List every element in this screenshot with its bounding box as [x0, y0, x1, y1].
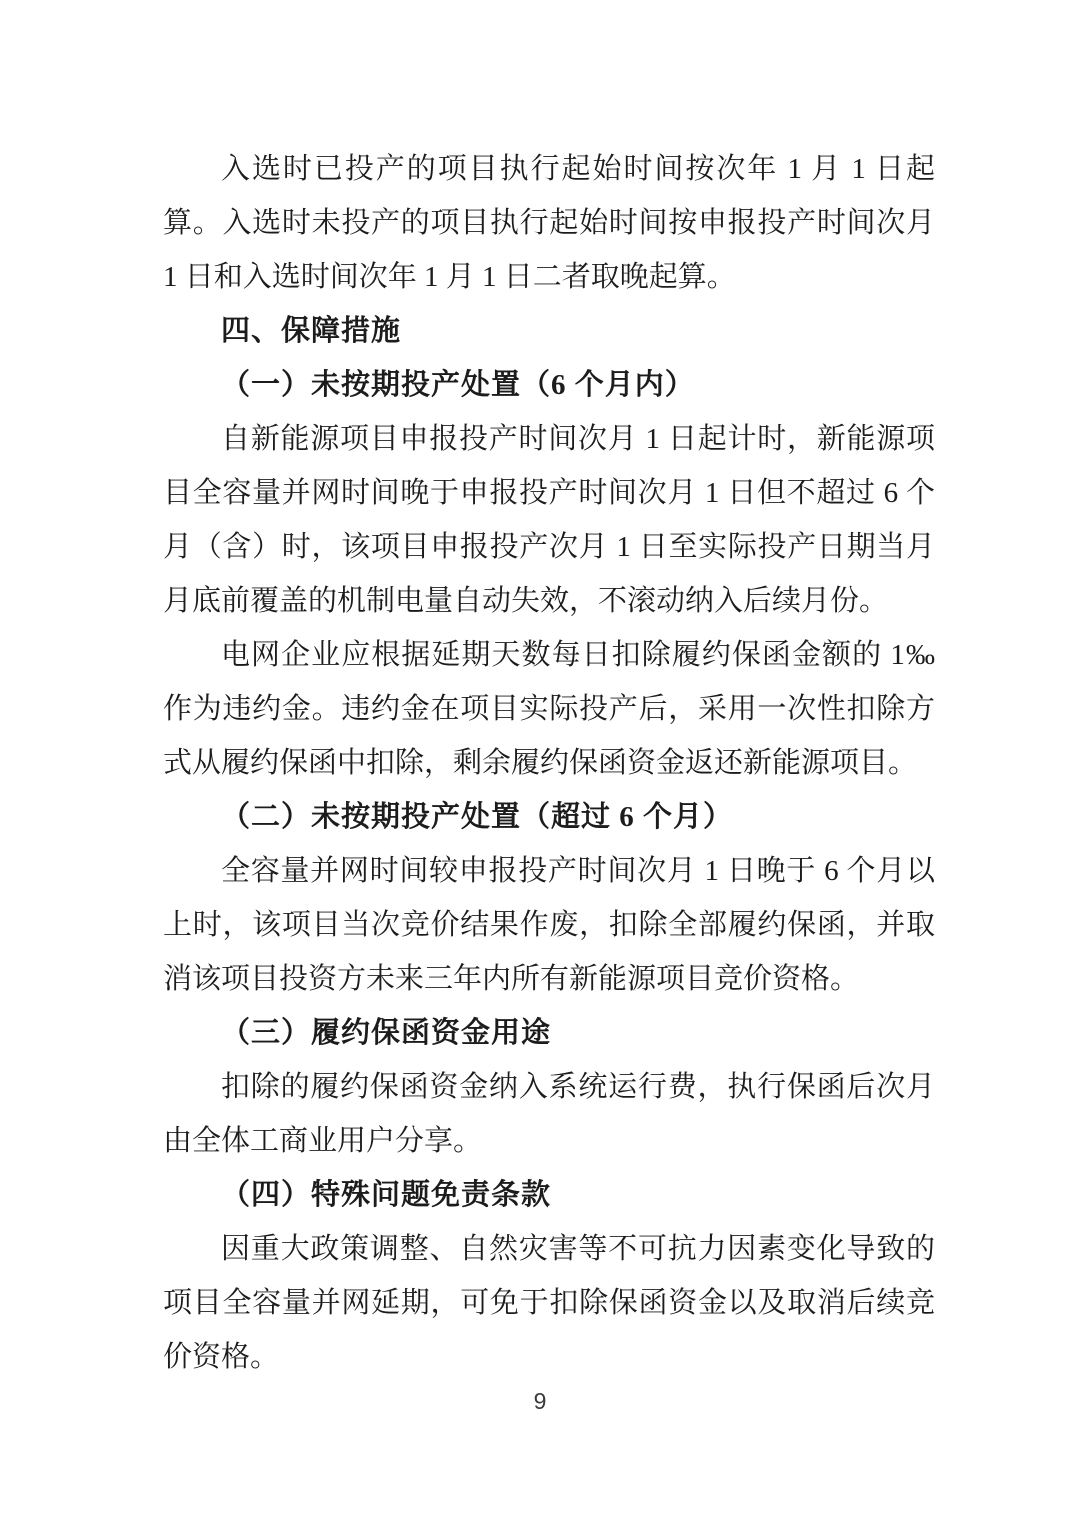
- paragraph: 入选时已投产的项目执行起始时间按次年 1 月 1 日起算。入选时未投产的项目执行起始时间按申报投产时间次月 1 日和入选时间次年 1 月 1 日二者取晚起算。: [163, 153, 935, 293]
- paragraph: 电网企业应根据延期天数每日扣除履约保函金额的 1‰作为违约金。违约金在项目实际投产后，采用一次性扣除方式从履约保函中扣除，剩余履约保函资金返还新能源项目。: [163, 639, 935, 779]
- paragraph: 自新能源项目申报投产时间次月 1 日起计时，新能源项目全容量并网时间晚于申报投产时间次月 1 日但不超过 6 个月（含）时，该项目申报投产次月 1 日至实际投产日期当月月底前覆盖的机制电量自动失效，不滚动纳入后续月份。: [163, 423, 935, 617]
- paragraph: 全容量并网时间较申报投产时间次月 1 日晚于 6 个月以上时，该项目当次竞价结果作废，扣除全部履约保函，并取消该项目投资方未来三年内所有新能源项目竞价资格。: [163, 855, 935, 995]
- page-number: 9: [533, 1388, 547, 1414]
- section-heading: 四、保障措施: [221, 315, 402, 347]
- paragraph: 扣除的履约保函资金纳入系统运行费，执行保函后次月由全体工商业用户分享。: [163, 1071, 935, 1157]
- subsection-heading: （二）未按期投产处置（超过 6 个月）: [221, 801, 734, 833]
- subsection-heading: （一）未按期投产处置（6 个月内）: [221, 369, 695, 401]
- page-footer: [0, 1388, 1080, 1415]
- page-content: [163, 142, 935, 1384]
- paragraph: 因重大政策调整、自然灾害等不可抗力因素变化导致的项目全容量并网延期，可免于扣除保函资金以及取消后续竞价资格。: [163, 1233, 935, 1373]
- subsection-heading: （四）特殊问题免责条款: [221, 1179, 552, 1211]
- subsection-heading: （三）履约保函资金用途: [221, 1017, 552, 1049]
